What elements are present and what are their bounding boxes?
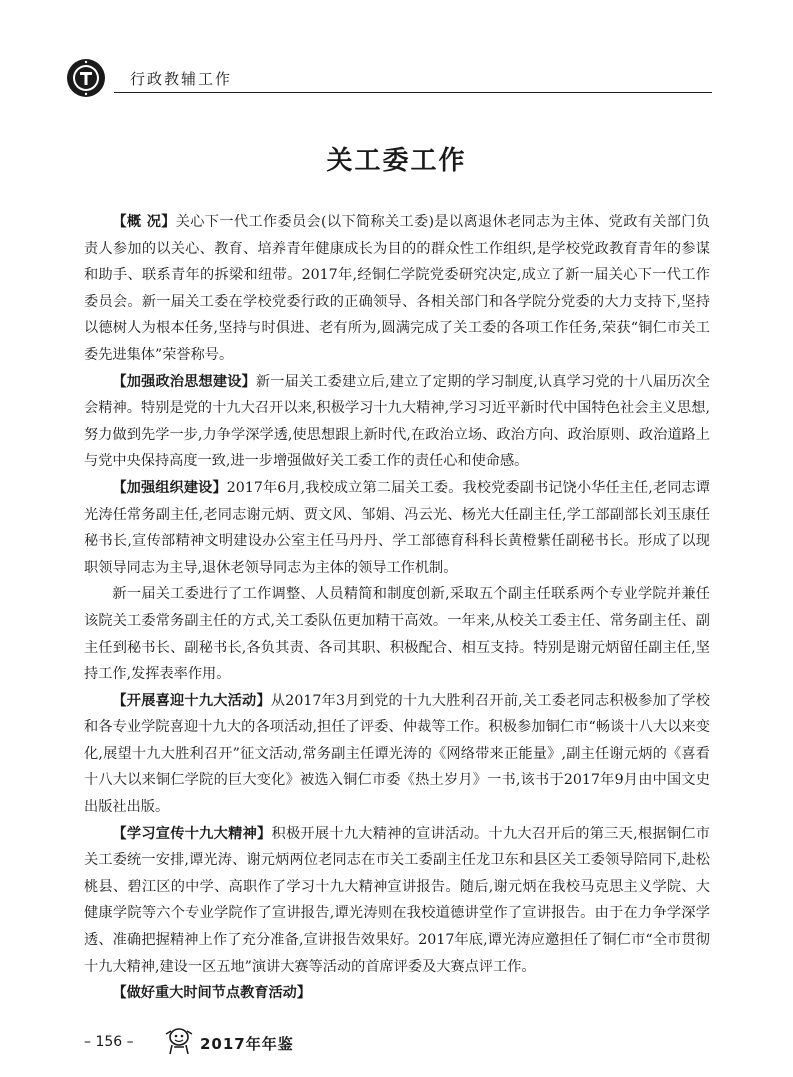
paragraph-text: 新一届关工委建立后,建立了定期的学习制度,认真学习党的十八届历次全会精神。特别是党的十九大召开以来,积极学习十九大精神,学习习近平新时代中国特色社会主义思想,努力做到先学一步,力争学深学透,使思想跟上新时代,在政治立场、政治方向、政治原则、政治道路上与党中央保持高度一致,进一步增强做好关工委工作的责任心和使命感。: [84, 373, 710, 470]
university-seal-icon: [66, 58, 106, 98]
header-divider: [114, 92, 712, 93]
section-title: 行政教辅工作: [130, 70, 233, 88]
paragraph-text: 积极开展十九大精神的宣讲活动。十九大召开后的第三天,根据铜仁市关工委统一安排,谭光涛、谢元炳两位老同志在市关工委副主任龙卫东和县区关工委领导陪同下,赴松桃县、碧江区的中学、高职作了学习十九大精神宣讲报告。随后,谢元炳在我校马克思主义学院、大健康学院等六个专业学院作了宣讲报告,谭光涛则在我校道德讲堂作了宣讲报告。由于在力争学深学透、准确把握精神上作了充分准备,宣讲报告效果好。2017年底,谭光涛应邀担任了铜仁市“全市贯彻十九大精神,建设一区五地”演讲大赛等活动的首席评委及大赛点评工作。: [84, 825, 710, 975]
page-header: [64, 52, 714, 94]
paragraph-overview: [84, 209, 710, 369]
paragraph-political: [84, 369, 710, 475]
page-number: – 156 –: [84, 1034, 134, 1050]
paragraph-text: 新一届关工委进行了工作调整、人员精简和制度创新,采取五个副主任联系两个专业学院并兼任该院关工委常务副主任的方式,关工委队伍更加精干高效。一年来,从校关工委主任、常务副主任、副主任到秘书长、副秘书长,各负其责、各司其职、积极配合、相互支持。特别是谢元炳留任副主任,坚持工作,发挥表率作用。: [84, 586, 710, 683]
paragraph-text: 从2017年3月到党的十九大胜利召开前,关工委老同志积极参加了学校和各专业学院喜迎十九大的各项活动,担任了评委、仲裁等工作。积极参加铜仁市“畅谈十八大以来变化,展望十九大胜利召开”征文活动,常务副主任谭光涛的《网络带来正能量》,副主任谢元炳的《喜看十八大以来铜仁学院的巨大变化》被选入铜仁市委《热土岁月》一书,该书于2017年9月由中国文史出版社出版。: [84, 692, 710, 816]
paragraph-label: 【做好重大时间节点教育活动】: [112, 985, 312, 1002]
yearbook-label: 2017年年鉴: [200, 1035, 294, 1053]
paragraph-reform: [84, 581, 710, 687]
page-title: 关工委工作: [326, 146, 467, 176]
paragraph-label: 【概 况】: [112, 214, 176, 230]
mascot-icon: [162, 1026, 196, 1056]
paragraph-label: 【开展喜迎十九大活动】: [112, 692, 271, 709]
paragraph-label: 【学习宣传十九大精神】: [112, 825, 272, 842]
paragraph-organization: [84, 475, 710, 581]
paragraph-text: 2017年6月,我校成立第二届关工委。我校党委副书记饶小华任主任,老同志谭光涛任常务副主任,老同志谢元炳、贾文风、邹娟、冯云光、杨光大任副主任,学工部副部长刘玉康任秘书长,宣传部精神文明建设办公室主任马丹丹、学工部德育科科长黄橙紫任副秘书长。形成了以现职领导同志为主导,退休老领导同志为主体的领导工作机制。: [84, 479, 710, 576]
paragraph-text: 关心下一代工作委员会(以下简称关工委)是以离退休老同志为主体、党政有关部门负责人参加的以关心、教育、培养青年健康成长为目的的群众性工作组织,是学校党政教育青年的参谋和助手、联系青年的拆梁和纽带。2017年,经铜仁学院党委研究决定,成立了新一届关心下一代工作委员会。新一届关工委在学校党委行政的正确领导、各相关部门和各学院分党委的大力支持下,坚持以德树人为根本任务,坚持与时俱进、老有所为,圆满完成了关工委的各项工作任务,荣获“铜仁市关工委先进集体”荣誉称号。: [84, 214, 710, 363]
article-body: [84, 209, 710, 1007]
paragraph-label: 【加强组织建设】: [112, 479, 227, 496]
page-footer: [84, 1028, 384, 1058]
paragraph-congress-activity: [84, 688, 710, 821]
paragraph-milestone-education: [84, 980, 710, 1007]
paragraph-label: 【加强政治思想建设】: [112, 373, 256, 390]
paragraph-congress-spirit: [84, 821, 710, 981]
